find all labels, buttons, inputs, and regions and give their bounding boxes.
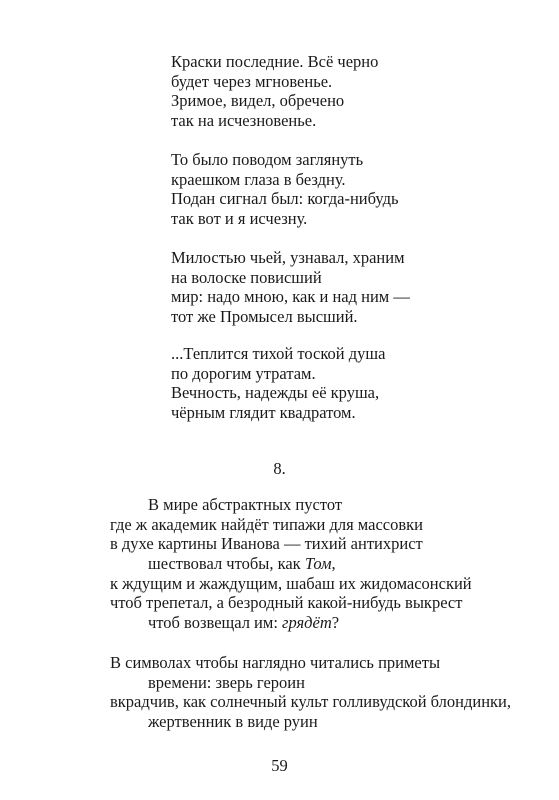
poem-line: на волоске повисший (171, 267, 322, 287)
poem-line: Зримое, видел, обречено (171, 91, 345, 111)
italic-word: грядёт (282, 613, 332, 633)
poem-line: в духе картины Иванова — тихий антихрист (110, 534, 423, 554)
poem-line: к ждущим и жаждущим, шабаш их жидомасонский (110, 573, 472, 593)
poem-line: Вечность, надежды её круша, (171, 383, 380, 403)
poem-line: где ж академик найдёт типажи для массовки (110, 514, 423, 534)
stanza-3 (171, 248, 410, 327)
poem-line: по дорогим утратам. (171, 363, 316, 383)
poem-line: Подан сигнал был: когда-нибудь (171, 189, 399, 209)
poem-line: жертвенник в виде руин (148, 712, 318, 732)
poem-line: вкрадчив, как солнечный культ голливудской блондинки, (110, 692, 512, 712)
page-number: 59 (271, 756, 288, 775)
poem8-stanza-1 (110, 495, 472, 633)
section-number: 8. (273, 459, 286, 478)
poem-line: так на исчезновенье. (171, 111, 317, 131)
poem-line: так вот и я исчезну. (171, 209, 308, 229)
poem-line: ...Теплится тихой тоской душа (171, 344, 386, 363)
poem-line: краешком глаза в бездну. (171, 169, 346, 189)
poem-line: В мире абстрактных пустот (148, 495, 343, 514)
poem-line: То было поводом заглянуть (171, 150, 364, 169)
poem-line: Милостью чьей, узнавал, храним (171, 248, 405, 267)
poem-line: мир: надо мною, как и над ним — (171, 287, 410, 307)
stanza-2 (171, 150, 399, 229)
poem-line: времени: зверь героин (148, 672, 305, 692)
poem-line: Краски последние. Всё черно (171, 52, 379, 71)
stanza-4 (171, 344, 385, 423)
poem-line: чёрным глядит квадратом. (171, 403, 356, 423)
poem-line: В символах чтобы наглядно читались приметы (110, 653, 441, 672)
poem-line: будет через мгновенье. (171, 71, 333, 91)
stanza-1 (171, 52, 378, 131)
poem-line: тот же Промысел высший. (171, 307, 358, 327)
poem-line: чтоб возвещал им: грядёт? (148, 613, 340, 633)
poem-line: шествовал чтобы, как Том, (148, 554, 336, 574)
poem8-stanza-2 (110, 653, 511, 732)
poem-line: чтоб трепетал, а безродный какой-нибудь выкрест (110, 593, 463, 613)
italic-word: Том (304, 554, 332, 574)
